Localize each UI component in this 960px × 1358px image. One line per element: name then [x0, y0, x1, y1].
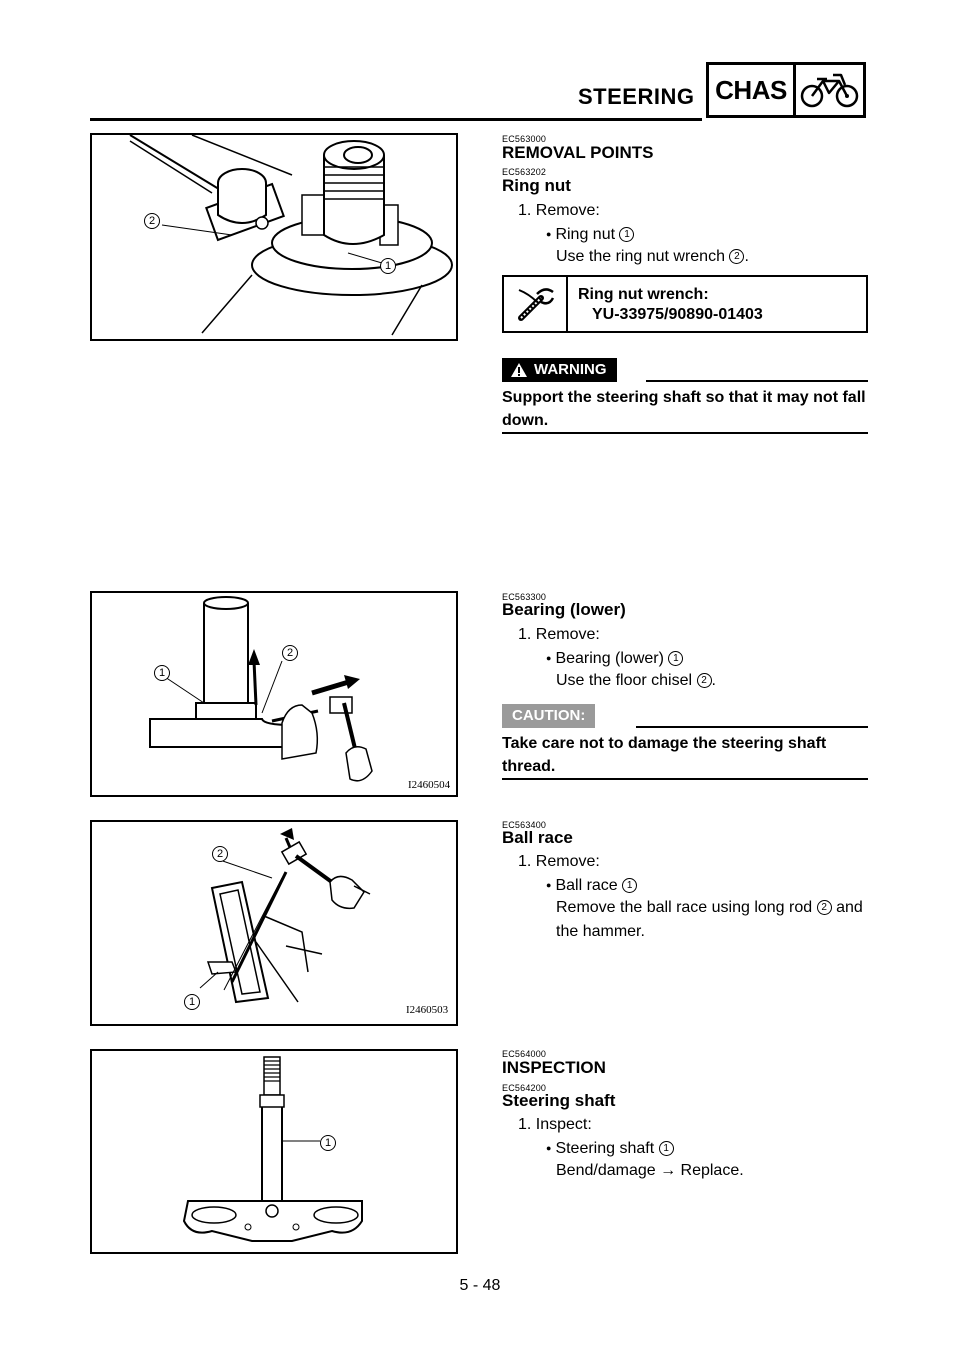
tool-name: Ring nut wrench: — [578, 286, 709, 303]
subsection-code: EC563300 — [502, 592, 547, 602]
figure-callout: 1 — [184, 994, 200, 1010]
reference-number: 1 — [659, 1141, 674, 1156]
caution-bottom-rule — [502, 778, 868, 780]
step-note-text: Use the floor chisel — [556, 672, 693, 689]
figure-callout: 1 — [154, 665, 170, 681]
figure-bearing-lower — [90, 591, 458, 797]
page-number: 5 - 48 — [459, 1277, 501, 1294]
figure-code: I2460504 — [408, 779, 451, 791]
subsection-code: EC564200 — [502, 1083, 547, 1093]
figure-ring-nut — [90, 133, 458, 341]
motorcycle-icon — [796, 65, 863, 115]
section-code: EC563000 — [502, 134, 547, 144]
figure-steering-shaft — [90, 1049, 458, 1254]
step-item — [546, 1136, 674, 1161]
section-heading: REMOVAL POINTS — [502, 143, 654, 162]
step-label: 1. Remove: — [518, 626, 600, 643]
header-rule — [90, 118, 702, 121]
step-item — [546, 646, 683, 671]
subsection-heading: Ball race — [502, 828, 573, 847]
bearing-illustration — [92, 593, 456, 795]
reference-number: 1 — [622, 878, 637, 893]
section-tab — [706, 62, 866, 118]
reference-number: 1 — [668, 651, 683, 666]
figure-callout: 2 — [212, 846, 228, 862]
subsection-heading: Bearing (lower) — [502, 600, 626, 619]
step-item-label: ● Bearing (lower) — [546, 650, 664, 667]
step-item — [546, 873, 637, 898]
step-label: 1. Remove: — [518, 202, 600, 219]
warning-label: WARNING — [534, 361, 607, 378]
step-note-text: Remove the ball race using long rod — [556, 899, 813, 916]
figure-callout: 2 — [144, 213, 160, 229]
step-note — [556, 896, 872, 944]
step-note — [556, 245, 749, 269]
step-label: 1. Inspect: — [518, 1116, 592, 1133]
ball-race-illustration — [92, 822, 456, 1024]
wrench-icon — [504, 277, 568, 331]
step-note-text: Use the ring nut wrench — [556, 248, 725, 265]
warning-text: Support the steering shaft so that it may not fall down. — [502, 389, 866, 429]
note-punctuation: . — [744, 248, 749, 265]
special-tool-box — [502, 275, 868, 333]
step-item — [546, 222, 634, 247]
caution-badge: CAUTION: — [502, 704, 595, 728]
figure-callout: 2 — [282, 645, 298, 661]
step-item-label: ● Steering shaft — [546, 1140, 654, 1157]
ring-nut-illustration — [92, 135, 456, 339]
warning-triangle-icon — [510, 362, 528, 378]
figure-callout: 1 — [320, 1135, 336, 1151]
step-item-label: ● Ball race — [546, 877, 618, 894]
step-note — [556, 669, 716, 693]
subsection-heading: Steering shaft — [502, 1091, 616, 1110]
note-punctuation: . — [711, 672, 716, 689]
subsection-code: EC563400 — [502, 820, 547, 830]
step-note: Bend/damage → Replace. — [556, 1162, 744, 1179]
step-item-label: ● Ring nut — [546, 226, 615, 243]
subsection-code: EC563202 — [502, 167, 547, 177]
reference-number: 2 — [729, 249, 744, 264]
reference-number: 2 — [697, 673, 712, 688]
warning-top-rule — [646, 380, 868, 382]
figure-ball-race — [90, 820, 458, 1026]
figure-code: I2460503 — [406, 1004, 449, 1016]
page-title: STEERING — [578, 84, 695, 109]
subsection-heading: Ring nut — [502, 176, 571, 195]
caution-text: Take care not to damage the steering shaft thread. — [502, 735, 827, 775]
caution-top-rule — [636, 726, 868, 728]
section-heading: INSPECTION — [502, 1058, 606, 1077]
section-code: EC564000 — [502, 1049, 547, 1059]
reference-number: 2 — [817, 900, 832, 915]
reference-number: 1 — [619, 227, 634, 242]
figure-callout: 1 — [380, 258, 396, 274]
steering-shaft-illustration — [92, 1051, 456, 1252]
section-label: CHAS — [709, 65, 796, 115]
step-label: 1. Remove: — [518, 853, 600, 870]
warning-badge — [502, 358, 617, 382]
step-note-text-continued: and the hammer. — [556, 899, 863, 940]
warning-bottom-rule — [502, 432, 868, 434]
tool-part-number: YU-33975/90890-01403 — [592, 306, 763, 323]
